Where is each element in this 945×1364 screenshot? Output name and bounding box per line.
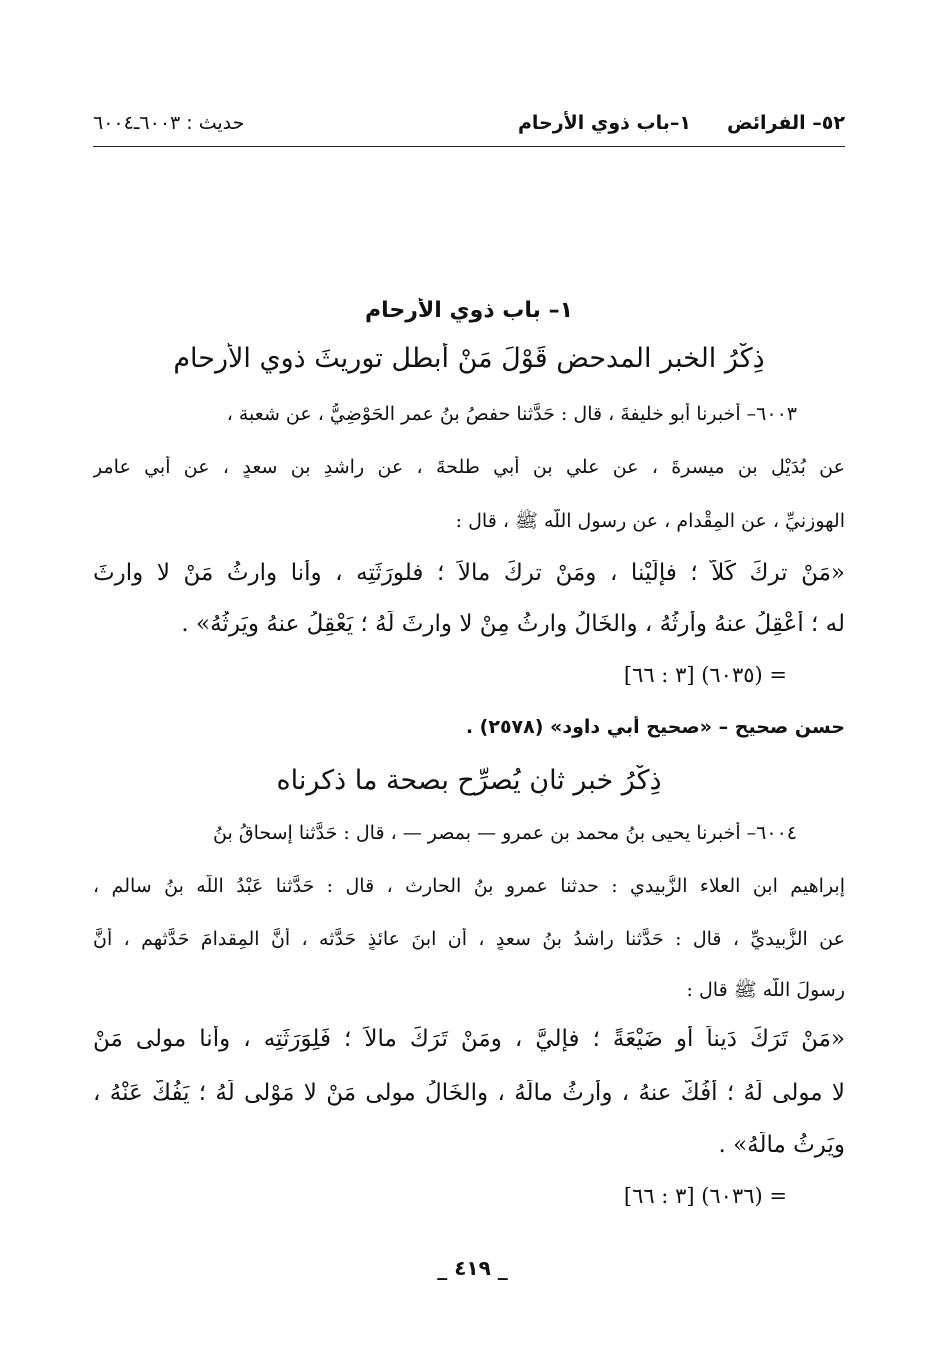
running-head (93, 108, 845, 142)
section-heading-1: ذِكْرُ الخبرِ المدحض قَوْلَ مَنْ أبطل توريثَ ذوي الأرحام (173, 343, 765, 374)
running-head-chapter-section (518, 112, 845, 134)
hadith-6004-matn-line-2: لا مولى لَهُ ؛ أَفُكُّ عنهُ ، وأَرِثُ مالَهُ ، والخَالُ مولى مَنْ لا مَوْلى لَهُ ؛ يَفُكُّ عَنْهُ ، (93, 1080, 845, 1106)
hadith-6004-isnad-line-1: ٦٠٠٤– أخبرنا يحيى بنُ محمد بن عمرو — بمصر — ، قال : حَدَّثنا إسحاقُ بنُ (213, 822, 797, 844)
hadith-6004-reference: = (٦٠٣٦) [٣ : ٦٦] (623, 1184, 787, 1208)
hadith-6003-matn-line-1: «مَنْ تركَ كَلاًّ ؛ فإلَيْنا ، ومَنْ تركَ مالاً ؛ فلورَثَتِه ، وأنا وارثُ مَنْ لا وارثَ (93, 560, 845, 586)
hadith-6004-matn-line-3: ويَرِثُ مالَهُ» . (718, 1132, 845, 1158)
hadith-6004-isnad-line-4: رسولَ اللَّه ﷺ قال : (686, 979, 845, 1001)
hadith-6003-isnad-line-2: عن بُدَيْلِ بنِ ميسرةَ ، عن علي بنِ أبي طلحةَ ، عن راشدِ بنِ سعدٍ ، عن أبي عامرٍ (93, 456, 845, 478)
hadith-6003-reference: = (٦٠٣٥) [٣ : ٦٦] (623, 663, 787, 687)
hadith-6003-isnad-line-1: ٦٠٠٣– أخبرنا أبو خليفةَ ، قال : حَدَّثنا حفصُ بنُ عمر الحَوْضِيُّ ، عن شعبة ، (226, 403, 797, 425)
hadith-6003-isnad-line-3: الهوزنيِّ ، عن المِقْدام ، عن رسول اللَّه ﷺ ، قال : (455, 510, 845, 532)
hadith-6004-isnad-line-2: إبراهيم ابن العلاء الزُّبيدي : حدثنا عمرو بنُ الحارث ، قال : حَدَّثنا عَبْدُ اللَّه بنُ سالم ، (93, 875, 845, 897)
running-head-section: ١–باب ذوي الأرحام (517, 112, 691, 134)
section-heading-2: ذِكْرُ خبرٍ ثانٍ يُصرِّح بصحة ما ذكرناه (276, 765, 662, 796)
hadith-6004-matn-line-1: «مَنْ تَرَكَ دَيناً أو ضَيْعَةً ؛ فإليَّ ، ومَنْ تَرَكَ مالاً ؛ فَلِوَرَثَتِه ، وأنا مولى مَنْ (93, 1026, 845, 1052)
bab-title: ١– باب ذوي الأرحام (365, 298, 573, 323)
running-head-hadith-range: حديث : ٦٠٠٣ـ٦٠٠٤ (93, 112, 245, 134)
header-rule (93, 146, 845, 147)
hadith-6003-grading: حسن صحيح – «صحيح أبي داود» (٢٥٧٨) . (465, 716, 845, 738)
page-number: _ ٤١٩ _ (437, 1256, 508, 1280)
hadith-6003-matn-line-2: له ؛ أَعْقِلُ عنهُ وأَرِثُهُ ، والخَالُ وارثُ مِنْ لا وارثَ لَهُ ؛ يَعْقِلُ عنهُ ويَرِثُهُ» . (181, 611, 845, 637)
running-head-chapter: ٥٢– الفرائض (726, 112, 845, 134)
hadith-6004-isnad-line-3: عن الزُّبيديِّ ، قال : حَدَّثنا راشدُ بنُ سعدٍ ، أن ابنَ عائذٍ حَدَّثه ، أنَّ المِقدامَ حَدَّثهم ، أنَّ (93, 928, 845, 950)
